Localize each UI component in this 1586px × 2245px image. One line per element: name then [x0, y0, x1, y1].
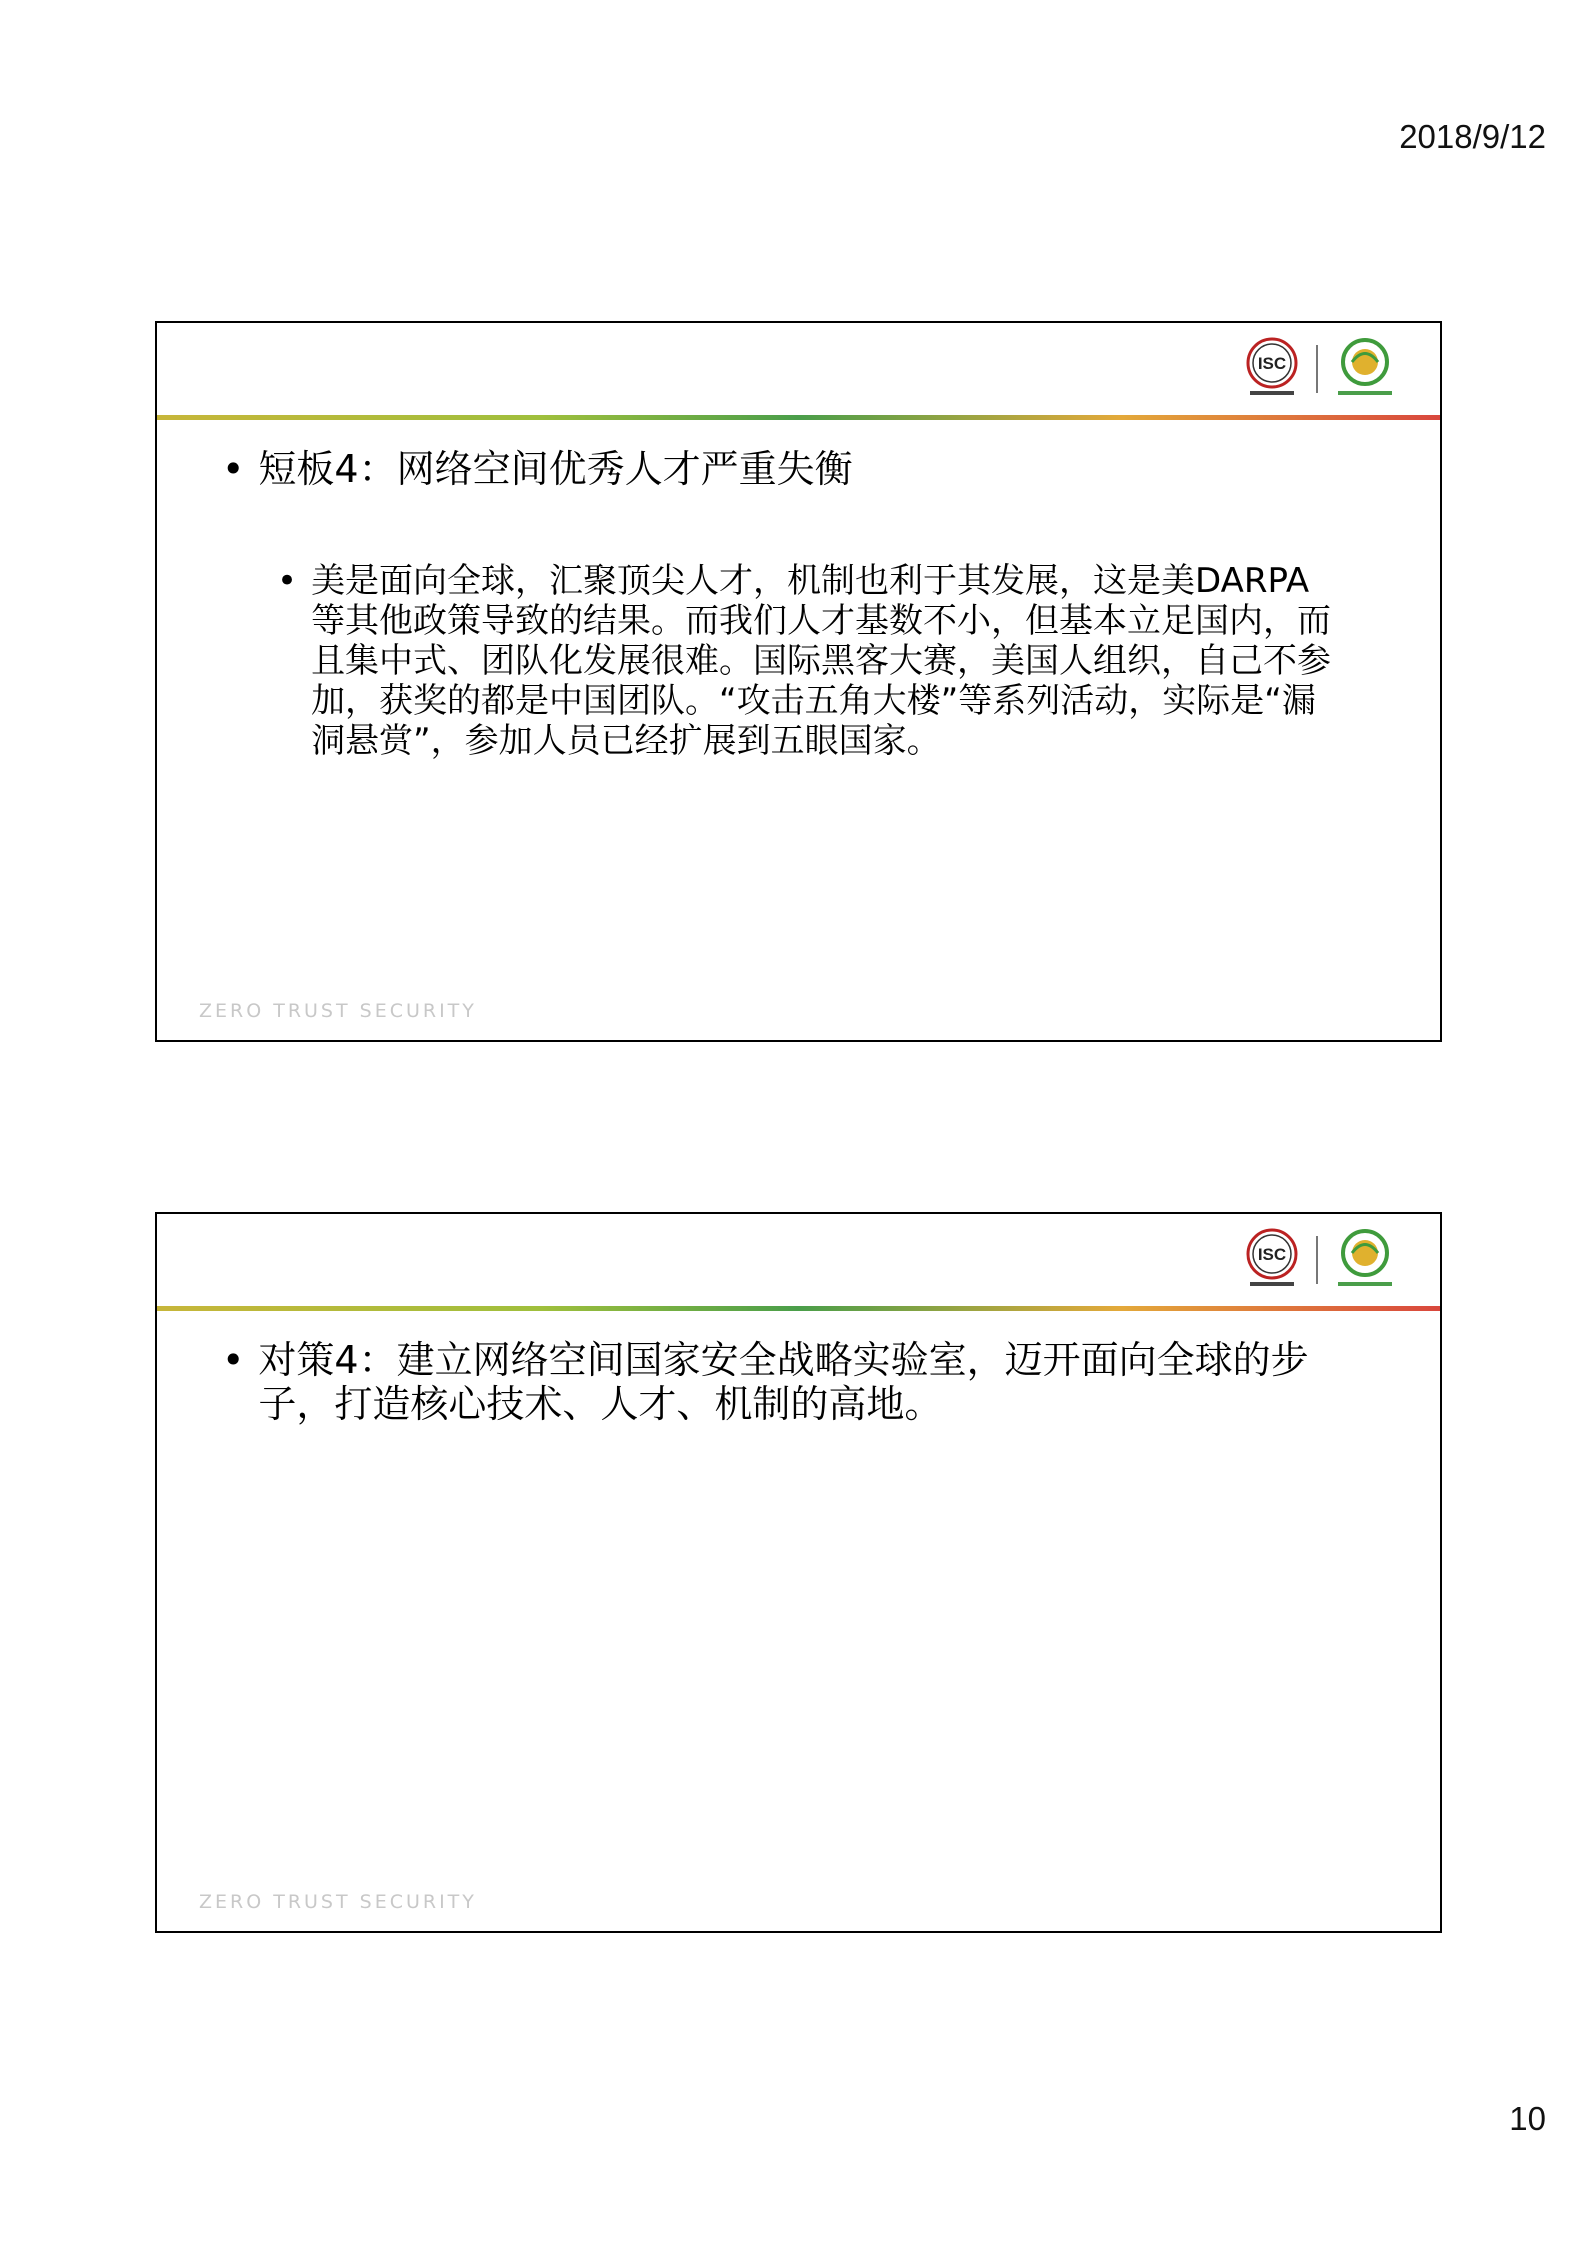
color-stripe [157, 415, 1440, 420]
emblem-logo-icon [1330, 335, 1400, 403]
slide-1 [155, 321, 1442, 1042]
bullet-icon: • [222, 447, 245, 491]
sub-bullet-text: 美是面向全球，汇聚顶尖人才，机制也利于其发展，这是美DARPA等其他政策导致的结果。而我们人才基数不小，但基本立足国内，而且集中式、团队化发展很难。国际黑客大赛，美国人组织，自己不参加，获奖的都是中国团队。“攻击五角大楼”等系列活动，实际是“漏洞悬赏”，参加人员已经扩展到五眼国家。 [311, 561, 1332, 761]
svg-text:ISC: ISC [1257, 1245, 1287, 1264]
page-number: 10 [1509, 2100, 1546, 2137]
title-bullet-text: 短板4：网络空间优秀人才严重失衡 [258, 447, 853, 491]
watermark-text: ZERO TRUST SECURITY [199, 1891, 477, 1913]
title-bullet [222, 1338, 1372, 1426]
emblem-logo-icon [1330, 1226, 1400, 1294]
isc-logo-icon [1242, 1226, 1306, 1294]
isc-logo-icon [1242, 335, 1306, 403]
header-date: 2018/9/12 [1399, 118, 1546, 155]
svg-text:ISC: ISC [1257, 354, 1287, 373]
logo-divider [1316, 345, 1318, 393]
bullet-icon: • [222, 1338, 245, 1382]
color-stripe [157, 1306, 1440, 1311]
bullet-icon: • [277, 561, 298, 601]
sub-bullet [277, 561, 1337, 761]
logo-divider [1316, 1236, 1318, 1284]
slide-2 [155, 1212, 1442, 1933]
title-bullet [222, 447, 853, 491]
title-bullet-text: 对策4：建立网络空间国家安全战略实验室，迈开面向全球的步子，打造核心技术、人才、机制的高地。 [258, 1338, 1309, 1426]
watermark-text: ZERO TRUST SECURITY [199, 1000, 477, 1022]
